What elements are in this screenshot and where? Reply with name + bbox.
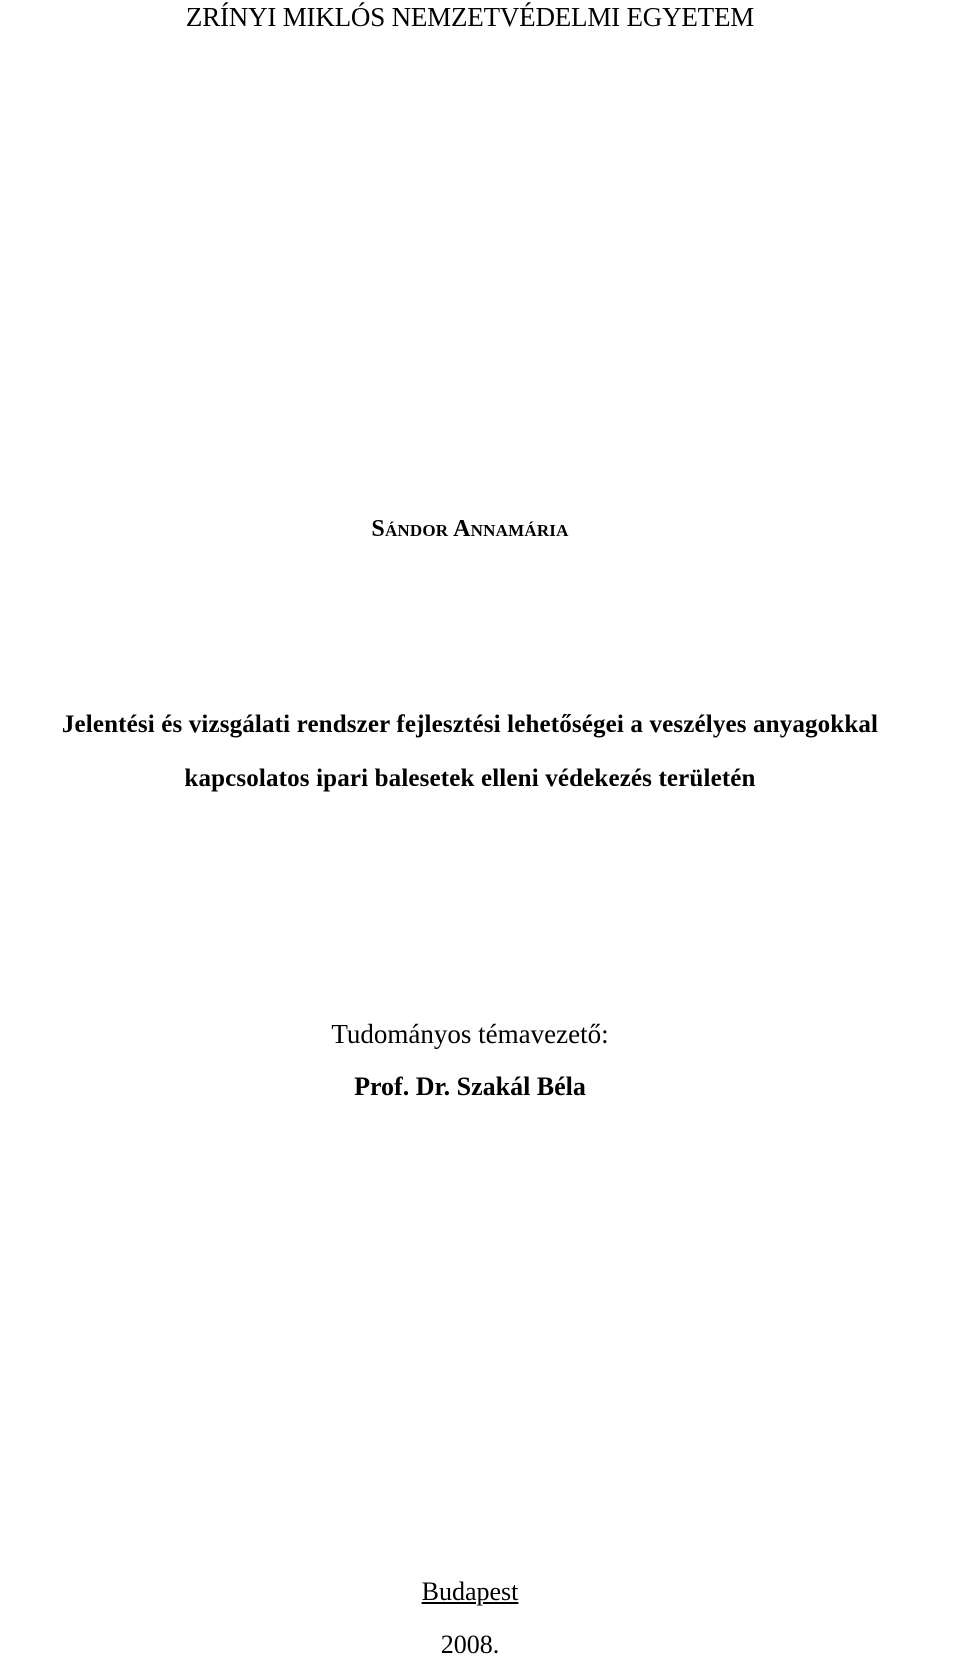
thesis-title-line-2: kapcsolatos ipari balesetek elleni védekezés területén: [184, 765, 756, 792]
city: Budapest: [421, 1577, 519, 1606]
year: 2008.: [440, 1630, 500, 1659]
university-name: ZRÍNYI MIKLÓS NEMZETVÉDELMI EGYETEM: [185, 2, 755, 32]
supervisor-label: Tudományos témavezető:: [331, 1019, 609, 1049]
author-name: Sándor Annamária: [371, 516, 569, 542]
supervisor-name: Prof. Dr. Szakál Béla: [354, 1072, 586, 1101]
thesis-title-line-1: Jelentési és vizsgálati rendszer fejlesztési lehetőségei a veszélyes anyagokkal: [61, 711, 879, 738]
